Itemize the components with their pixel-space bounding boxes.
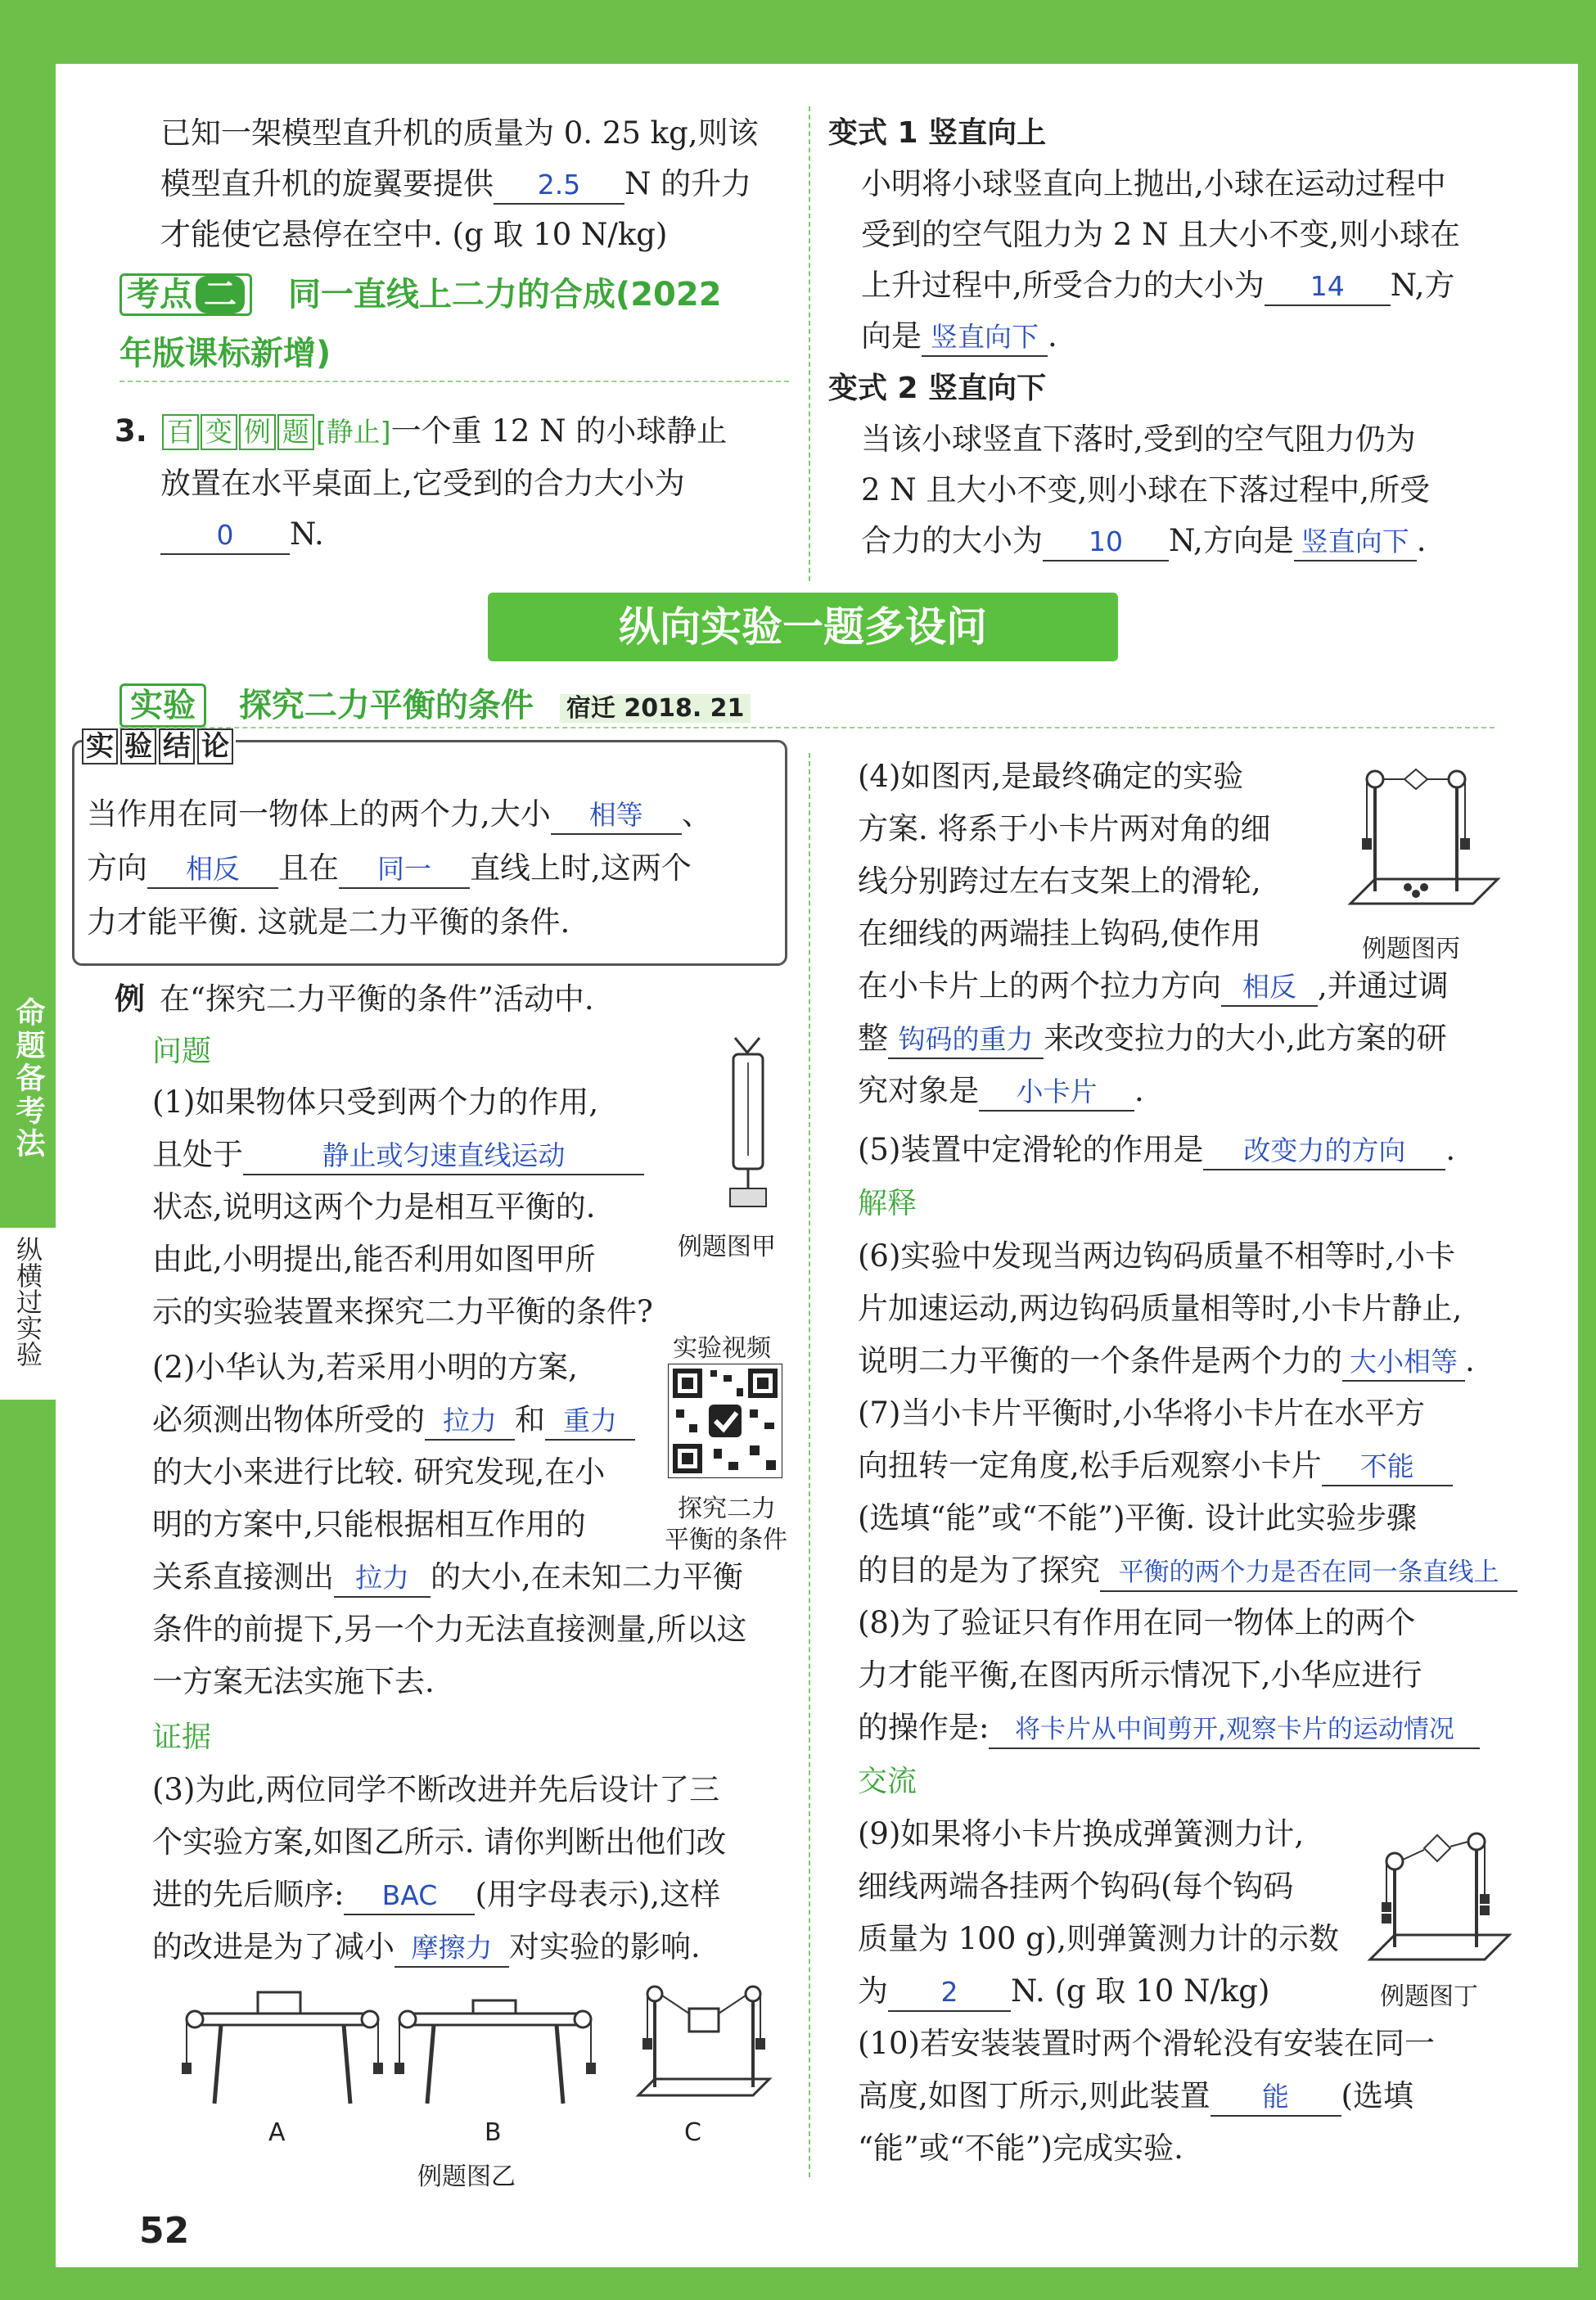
answer-p3-reduce: 摩擦力 bbox=[394, 1930, 509, 1968]
p6-line1: (6)实验中发现当两边钩码质量不相等时,小卡 bbox=[858, 1238, 1456, 1274]
p4-line4: 在细线的两端挂上钩码,使作用 bbox=[858, 916, 1261, 951]
q3-number: 3. bbox=[115, 413, 147, 449]
q3-line1-text: 一个重 12 N 的小球静止 bbox=[390, 413, 728, 449]
p2-line1: (2)小华认为,若采用小明的方案, bbox=[152, 1350, 578, 1385]
scale-weight bbox=[730, 1188, 766, 1206]
section-jiaoliu: 交流 bbox=[858, 1765, 917, 1798]
answer-p4-direction: 相反 bbox=[1221, 969, 1318, 1007]
p2-line7: 一方案无法实施下去. bbox=[152, 1664, 435, 1699]
p1-line4: 由此,小明提出,能否利用如图甲所 bbox=[152, 1242, 596, 1277]
p4-line6-text: 整 bbox=[858, 1021, 888, 1056]
q3-tag-3: 例 bbox=[239, 414, 276, 450]
p4-line1: (4)如图丙,是最终确定的实验 bbox=[858, 759, 1244, 794]
p4-line6 bbox=[858, 1013, 1447, 1064]
answer-p5-pulley: 改变力的方向 bbox=[1203, 1133, 1445, 1170]
section-zhengju: 证据 bbox=[152, 1720, 212, 1754]
bianshi2-line2: 2 N 且大小不变,则小球在下落过程中,所受 bbox=[861, 472, 1430, 507]
p3-line3 bbox=[152, 1869, 720, 1920]
q3-tag-static: [静止] bbox=[315, 416, 391, 448]
p1-line1: (1)如果物体只受到两个力的作用, bbox=[152, 1085, 599, 1120]
figure-bing-setup bbox=[1334, 756, 1506, 920]
p3-line4-text: 的改进是为了减小 bbox=[152, 1929, 394, 1964]
setup-a bbox=[182, 1992, 383, 2104]
answer-p2-measured: 拉力 bbox=[334, 1560, 431, 1598]
bianshi1-line3-text: 上升过程中,所受合力的大小为 bbox=[861, 268, 1265, 303]
p9-line2: 细线两端各挂两个钩码(每个钩码 bbox=[858, 1869, 1294, 1904]
p2-line2 bbox=[152, 1395, 635, 1445]
answer-p4-object: 小卡片 bbox=[979, 1074, 1134, 1112]
experiment-title: 探究二力平衡的条件 bbox=[238, 687, 534, 724]
p2-line5-tail: 的大小,在未知二力平衡 bbox=[431, 1559, 743, 1594]
qr-code-icon[interactable] bbox=[668, 1364, 782, 1478]
experiment-heading bbox=[119, 679, 751, 728]
q3-line3 bbox=[160, 509, 324, 560]
answer-lift-force: 2.5 bbox=[494, 167, 624, 205]
side-tab-main-label: 命题备考法 bbox=[11, 997, 45, 1161]
p8-line3-text: 的操作是: bbox=[858, 1710, 990, 1745]
p5-tail: . bbox=[1445, 1132, 1456, 1167]
bianshi1-line4-tail: . bbox=[1048, 318, 1057, 354]
answer-p7-purpose: 平衡的两个力是否在同一条直线上 bbox=[1100, 1554, 1517, 1592]
conclusion-line3: 力才能平衡. 这就是二力平衡的条件. bbox=[87, 904, 570, 940]
q3-line3-text: N. bbox=[290, 516, 324, 552]
left-top-line1: 已知一架模型直升机的质量为 0. 25 kg,则该 bbox=[160, 115, 759, 151]
figure-jia-caption: 例题图甲 bbox=[678, 1233, 776, 1261]
p10-line2-text: 高度,如图丁所示,则此装置 bbox=[858, 2078, 1211, 2113]
column-divider-bottom bbox=[809, 753, 810, 2177]
p9-line4-text: 为 bbox=[858, 1973, 888, 2009]
left-top-line2 bbox=[160, 159, 751, 210]
conclusion-line1-text: 当作用在同一物体上的两个力,大小 bbox=[87, 796, 551, 832]
kaodian-num: 二 bbox=[196, 276, 245, 313]
experiment-source: 宿迁 2018. 21 bbox=[560, 694, 751, 723]
q3-line2: 放置在水平桌面上,它受到的合力大小为 bbox=[160, 466, 685, 501]
kaodian-tag-label: 考点 bbox=[127, 276, 192, 313]
q3-tag-2: 变 bbox=[201, 414, 237, 450]
example-label: 例 bbox=[115, 981, 145, 1017]
q3-tag-4: 题 bbox=[277, 414, 314, 450]
p8-line1: (8)为了验证只有作用在同一物体上的两个 bbox=[858, 1605, 1416, 1640]
p2-line3: 的大小来进行比较. 研究发现,在小 bbox=[152, 1454, 606, 1490]
figure-yi-label-b: B bbox=[485, 2118, 502, 2147]
bianshi1-line4-text: 向是 bbox=[861, 318, 922, 354]
p3-line3-text: 进的先后顺序: bbox=[152, 1877, 345, 1912]
p10-line3: “能”或“不能”)完成实验. bbox=[858, 2131, 1183, 2166]
p2-line2-and: 和 bbox=[515, 1402, 545, 1437]
left-top-line2-text: 模型直升机的旋翼要提供 bbox=[160, 166, 494, 201]
p9-line3: 质量为 100 g),则弹簧测力计的示数 bbox=[858, 1921, 1340, 1956]
conclusion-title-char2: 验 bbox=[120, 728, 156, 764]
section-banner: 纵向实验一题多设问 bbox=[488, 593, 1118, 661]
p7-line2 bbox=[858, 1441, 1453, 1491]
p2-line5 bbox=[152, 1552, 743, 1603]
p10-line2 bbox=[858, 2071, 1413, 2122]
p9-line4 bbox=[858, 1966, 1269, 2017]
q3-line1 bbox=[115, 406, 727, 458]
bianshi1-line3-tail: N,方 bbox=[1390, 268, 1455, 303]
answer-q3: 0 bbox=[160, 517, 290, 555]
p2-line5-text: 关系直接测出 bbox=[152, 1559, 334, 1594]
answer-bianshi2-force: 10 bbox=[1043, 524, 1169, 561]
kaodian-heading bbox=[119, 268, 722, 316]
answer-bianshi2-direction: 竖直向下 bbox=[1294, 524, 1417, 561]
answer-conclusion-direction: 相反 bbox=[147, 851, 278, 889]
p4-line7-text: 究对象是 bbox=[858, 1073, 979, 1108]
p6-line2: 片加速运动,两边钩码质量相等时,小卡片静止, bbox=[858, 1291, 1463, 1326]
p4-line7-tail: . bbox=[1134, 1073, 1144, 1108]
answer-p7-balance: 不能 bbox=[1322, 1449, 1453, 1486]
figure-yi-label-a: A bbox=[268, 2118, 286, 2147]
side-tab-sub[interactable] bbox=[0, 1228, 56, 1400]
q3-tag-1: 百 bbox=[162, 414, 199, 450]
setup-b bbox=[394, 2000, 596, 2104]
p4-line5 bbox=[858, 961, 1449, 1012]
p2-line4: 明的方案中,只能根据相互作用的 bbox=[152, 1507, 586, 1542]
conclusion-line2 bbox=[87, 843, 692, 894]
answer-p1-state: 静止或匀速直线运动 bbox=[243, 1138, 644, 1175]
figure-bing-caption: 例题图丙 bbox=[1362, 935, 1460, 963]
kaodian-tag bbox=[119, 273, 252, 316]
p1-line3: 状态,说明这两个力是相互平衡的. bbox=[152, 1189, 596, 1224]
conclusion-line2-mid: 且在 bbox=[278, 850, 339, 886]
p5-line bbox=[858, 1125, 1455, 1175]
bianshi1-line3 bbox=[861, 260, 1455, 311]
p6-line3 bbox=[858, 1336, 1475, 1387]
p3-line3-tail: (用字母表示),这样 bbox=[475, 1877, 721, 1912]
p4-line3: 线分别跨过左右支架上的滑轮, bbox=[858, 864, 1261, 899]
answer-bianshi1-force: 14 bbox=[1265, 268, 1391, 306]
p4-line2: 方案. 将系于小卡片两对角的细 bbox=[858, 811, 1271, 846]
p9-line4-tail: N. (g 取 10 N/kg) bbox=[1011, 1973, 1270, 2009]
p1-line2 bbox=[152, 1130, 644, 1180]
answer-conclusion-size: 相等 bbox=[551, 797, 682, 835]
p4-line5-text: 在小卡片上的两个拉力方向 bbox=[858, 968, 1221, 1003]
side-tab-main[interactable] bbox=[0, 982, 56, 1224]
p6-line3-tail: . bbox=[1465, 1343, 1475, 1378]
p4-line7 bbox=[858, 1066, 1144, 1116]
example-intro: 在“探究二力平衡的条件”活动中. bbox=[160, 981, 594, 1017]
bianshi2-line1: 当该小球竖直下落时,受到的空气阻力仍为 bbox=[861, 422, 1416, 457]
conclusion-line2-text: 方向 bbox=[87, 850, 147, 886]
qr-bottom-label1: 探究二力 bbox=[678, 1495, 776, 1523]
p8-line2: 力才能平衡,在图丙所示情况下,小华应进行 bbox=[858, 1657, 1422, 1693]
page-frame-bottom bbox=[0, 2267, 1596, 2300]
bianshi2-line3 bbox=[861, 516, 1427, 566]
p3-line2: 个实验方案,如图乙所示. 请你判断出他们改 bbox=[152, 1824, 727, 1860]
answer-p2-gravity: 重力 bbox=[545, 1403, 635, 1441]
answer-p8-operation: 将卡片从中间剪开,观察卡片的运动情况 bbox=[989, 1711, 1480, 1749]
p5-text: (5)装置中定滑轮的作用是 bbox=[858, 1132, 1204, 1167]
p2-line6: 条件的前提下,另一个力无法直接测量,所以这 bbox=[152, 1612, 747, 1647]
answer-p4-adjust: 钩码的重力 bbox=[888, 1021, 1044, 1059]
example-intro-line bbox=[115, 974, 594, 1025]
experiment-divider bbox=[119, 727, 1495, 728]
kaodian-divider bbox=[119, 381, 789, 382]
section-wenti: 问题 bbox=[152, 1035, 212, 1068]
column-divider-top bbox=[809, 106, 810, 581]
p9-line1: (9)如果将小卡片换成弹簧测力计, bbox=[858, 1816, 1305, 1851]
figure-jia-spring-scale bbox=[710, 1033, 784, 1213]
left-top-line2-tail: N 的升力 bbox=[624, 166, 752, 201]
bianshi1-line2: 受到的空气阻力为 2 N 且大小不变,则小球在 bbox=[861, 217, 1460, 252]
answer-p6-condition: 大小相等 bbox=[1342, 1344, 1465, 1382]
figure-ding-caption: 例题图丁 bbox=[1380, 1982, 1478, 2011]
p6-line3-text: 说明二力平衡的一个条件是两个力的 bbox=[858, 1343, 1342, 1378]
qr-bottom-label2: 平衡的条件 bbox=[665, 1526, 787, 1554]
setup-c bbox=[638, 1987, 769, 2095]
left-top-line3: 才能使它悬停在空中. (g 取 10 N/kg) bbox=[160, 217, 668, 252]
p1-line2-text: 且处于 bbox=[152, 1137, 243, 1172]
bianshi2-line3-text: 合力的大小为 bbox=[861, 523, 1043, 558]
conclusion-title-char3: 结 bbox=[159, 728, 195, 764]
conclusion-title bbox=[82, 728, 236, 764]
answer-p9-reading: 2 bbox=[888, 1974, 1011, 2012]
answer-p2-pull: 拉力 bbox=[425, 1403, 515, 1441]
figure-ding-setup bbox=[1362, 1820, 1517, 1968]
bianshi1-title: 变式 1 竖直向上 bbox=[828, 116, 1047, 150]
kaodian-title: 同一直线上二力的合成(2022 bbox=[287, 276, 722, 313]
p2-line2-text: 必须测出物体所受的 bbox=[152, 1402, 425, 1437]
figure-yi-caption: 例题图乙 bbox=[417, 2162, 516, 2191]
p3-line4-tail: 对实验的影响. bbox=[509, 1929, 701, 1964]
p7-line4-text: 的目的是为了探究 bbox=[858, 1553, 1100, 1588]
p1-line5: 示的实验装置来探究二力平衡的条件? bbox=[152, 1294, 653, 1329]
p7-line4 bbox=[858, 1545, 1517, 1596]
p3-line1: (3)为此,两位同学不断改进并先后设计了三 bbox=[152, 1772, 720, 1807]
qr-top-label: 实验视频 bbox=[673, 1334, 771, 1363]
bianshi2-line3-tail: . bbox=[1416, 523, 1427, 558]
p7-line2-text: 向扭转一定角度,松手后观察小卡片 bbox=[858, 1448, 1322, 1483]
figure-yi-label-c: C bbox=[684, 2118, 701, 2147]
answer-p10-possible: 能 bbox=[1211, 2079, 1341, 2117]
conclusion-title-char4: 论 bbox=[197, 728, 233, 764]
page-frame-top bbox=[0, 0, 1596, 64]
p4-line6-tail: 来改变拉力的大小,此方案的研 bbox=[1044, 1021, 1447, 1056]
page-frame-right bbox=[1578, 0, 1596, 2300]
side-tab-sub-label: 纵横过实验 bbox=[12, 1236, 43, 1367]
conclusion-line1 bbox=[87, 789, 712, 840]
p7-line3: (选填“能”或“不能”)平衡. 设计此实验步骤 bbox=[858, 1500, 1418, 1536]
bianshi2-title: 变式 2 竖直向下 bbox=[828, 372, 1047, 405]
p8-line3 bbox=[858, 1702, 1480, 1753]
conclusion-title-char1: 实 bbox=[82, 728, 118, 764]
conclusion-line2-tail: 直线上时,这两个 bbox=[470, 850, 692, 886]
bianshi1-line4 bbox=[861, 311, 1057, 362]
answer-bianshi1-direction: 竖直向下 bbox=[922, 319, 1048, 357]
p10-line2-tail: (选填 bbox=[1341, 2078, 1413, 2113]
p10-line1: (10)若安装装置时两个滑轮没有安装在同一 bbox=[858, 2026, 1435, 2061]
p4-line5-tail: ,并通过调 bbox=[1318, 968, 1449, 1003]
section-jieshi: 解释 bbox=[858, 1187, 917, 1220]
conclusion-line1-tail: 、 bbox=[681, 796, 712, 832]
bianshi1-line1: 小明将小球竖直向上抛出,小球在运动过程中 bbox=[861, 166, 1446, 201]
answer-p3-order: BAC bbox=[344, 1878, 475, 1915]
figure-yi-setups bbox=[180, 1981, 778, 2120]
p7-line1: (7)当小卡片平衡时,小华将小卡片在水平方 bbox=[858, 1396, 1426, 1431]
bianshi2-line3-mid: N,方向是 bbox=[1169, 523, 1294, 558]
experiment-tag: 实验 bbox=[119, 683, 206, 728]
p3-line4 bbox=[152, 1922, 701, 1973]
answer-conclusion-line: 同一 bbox=[339, 851, 470, 889]
kaodian-title2: 年版课标新增) bbox=[119, 335, 331, 372]
page-number: 52 bbox=[139, 2210, 190, 2252]
scale-hook-top bbox=[735, 1038, 760, 1053]
